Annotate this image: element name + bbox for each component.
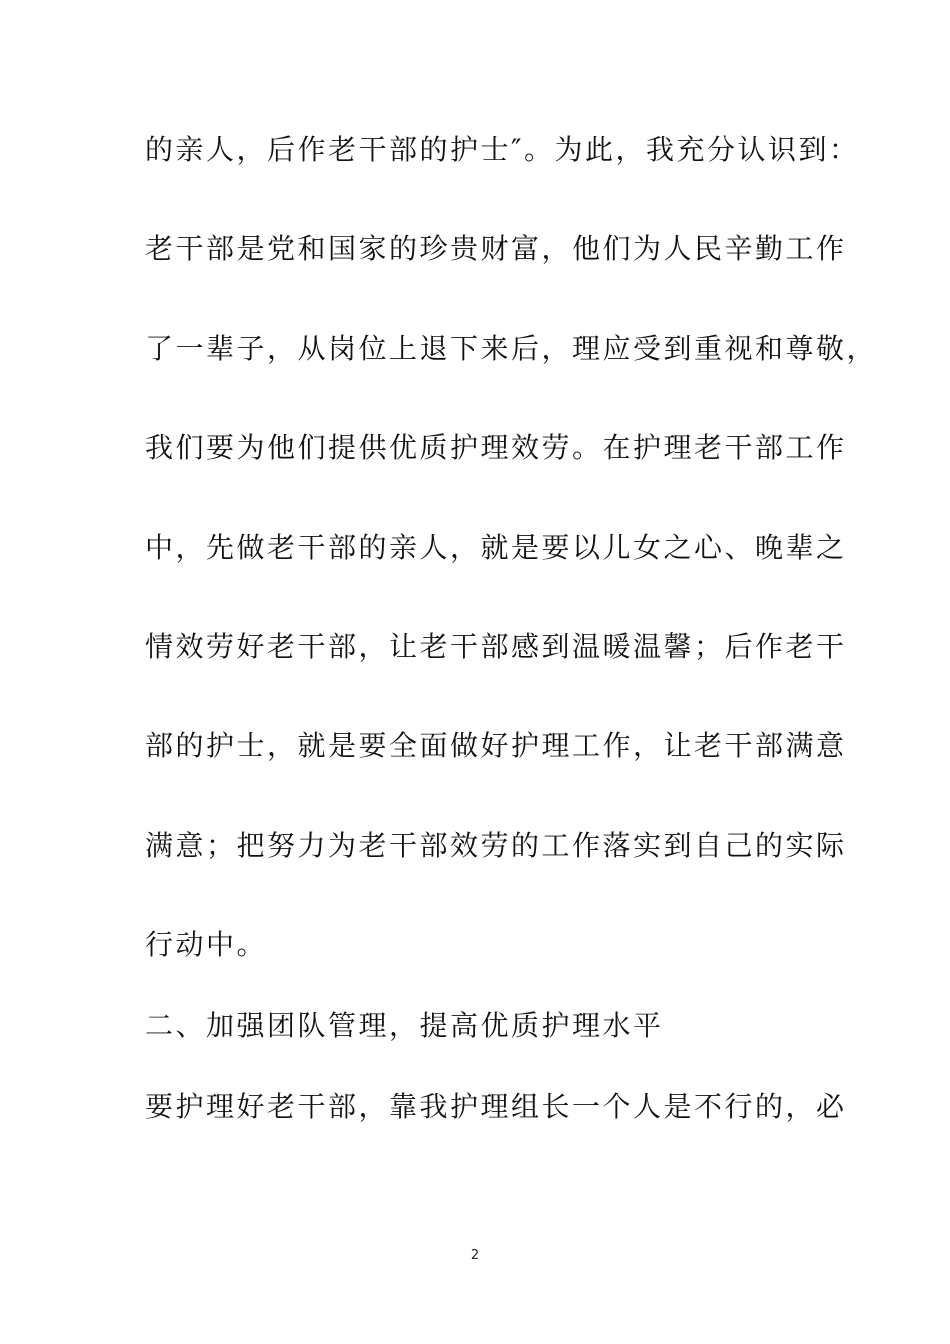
paragraph-line-5: 中，先做老干部的亲人，就是要以儿女之心、晚辈之	[145, 531, 847, 564]
section-heading: 二、加强团队管理，提高优质护理水平	[145, 1009, 664, 1042]
paragraph-line-2: 老干部是党和国家的珍贵财富，他们为人民辛勤工作	[145, 232, 847, 265]
paragraph-line-3: 了一辈子，从岗位上退下来后，理应受到重视和尊敬，	[145, 332, 878, 365]
paragraph-line-8: 满意；把努力为老干部效劳的工作落实到自己的实际	[145, 829, 847, 862]
paragraph-line-6: 情效劳好老干部，让老干部感到温暖温馨；后作老干	[145, 630, 847, 663]
paragraph-line-4: 我们要为他们提供优质护理效劳。在护理老干部工作	[145, 431, 847, 464]
paragraph-line-7: 部的护士，就是要全面做好护理工作，让老干部满意	[145, 729, 847, 762]
paragraph-line-9: 行动中。	[145, 928, 268, 961]
page-number: 2	[470, 1248, 480, 1263]
paragraph-line-11: 要护理好老干部，靠我护理组长一个人是不行的，必	[145, 1090, 847, 1123]
paragraph-line-1: 的亲人，后作老干部的护士″。为此，我充分认识到：	[145, 133, 860, 166]
